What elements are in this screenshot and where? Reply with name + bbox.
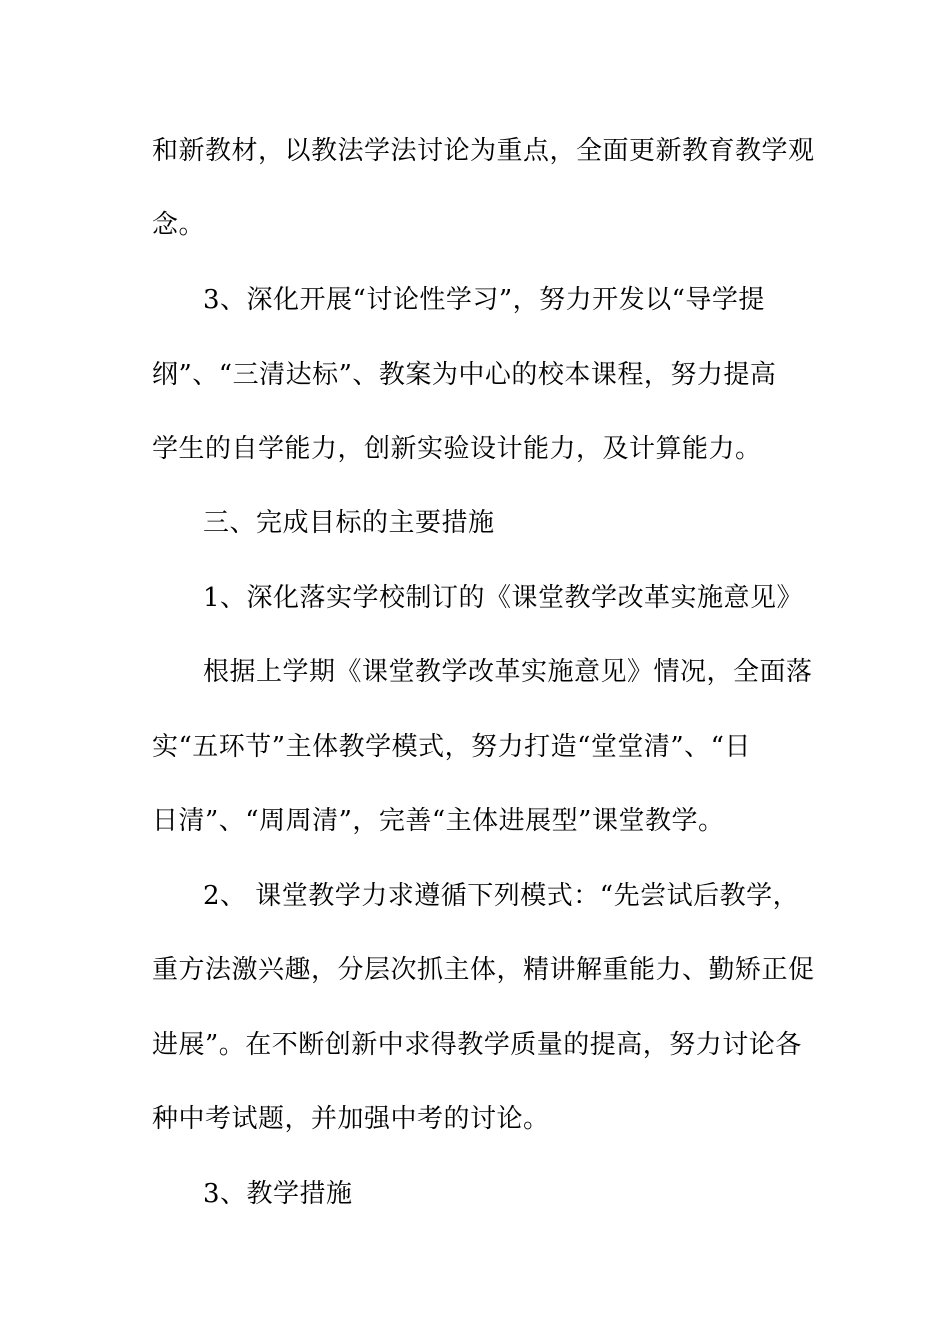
paragraph-line: 学生的自学能力，创新实验设计能力，及计算能力。 xyxy=(152,434,762,464)
paragraph-line: 纲”、“三清达标”、教案为中心的校本课程，努力提高 xyxy=(152,360,777,390)
paragraph-line: 3、深化开展“讨论性学习”，努力开发以“导学提 xyxy=(203,285,765,315)
paragraph-line: 和新教材，以教法学法讨论为重点，全面更新教育教学观 xyxy=(152,136,815,166)
subsection-heading: 1、深化落实学校制订的《课堂教学改革实施意见》 xyxy=(203,583,804,613)
paragraph-line: 日清”、“周周清”，完善“主体进展型”课堂教学。 xyxy=(152,806,725,836)
paragraph-line: 重方法激兴趣，分层次抓主体，精讲解重能力、勤矫正促 xyxy=(152,955,815,985)
subsection-heading: 3、教学措施 xyxy=(203,1179,353,1209)
paragraph-line: 种中考试题，并加强中考的讨论。 xyxy=(152,1104,550,1134)
section-heading: 三、完成目标的主要措施 xyxy=(203,508,495,538)
paragraph-line: 念。 xyxy=(152,210,206,240)
paragraph-line: 实“五环节”主体教学模式，努力打造“堂堂清”、“日 xyxy=(152,732,751,762)
paragraph-line: 2、 课堂教学力求遵循下列模式：“先尝试后教学， xyxy=(203,881,800,911)
paragraph-line: 进展”。在不断创新中求得教学质量的提高，努力讨论各 xyxy=(152,1030,802,1060)
paragraph-line: 根据上学期《课堂教学改革实施意见》情况，全面落 xyxy=(203,657,813,687)
